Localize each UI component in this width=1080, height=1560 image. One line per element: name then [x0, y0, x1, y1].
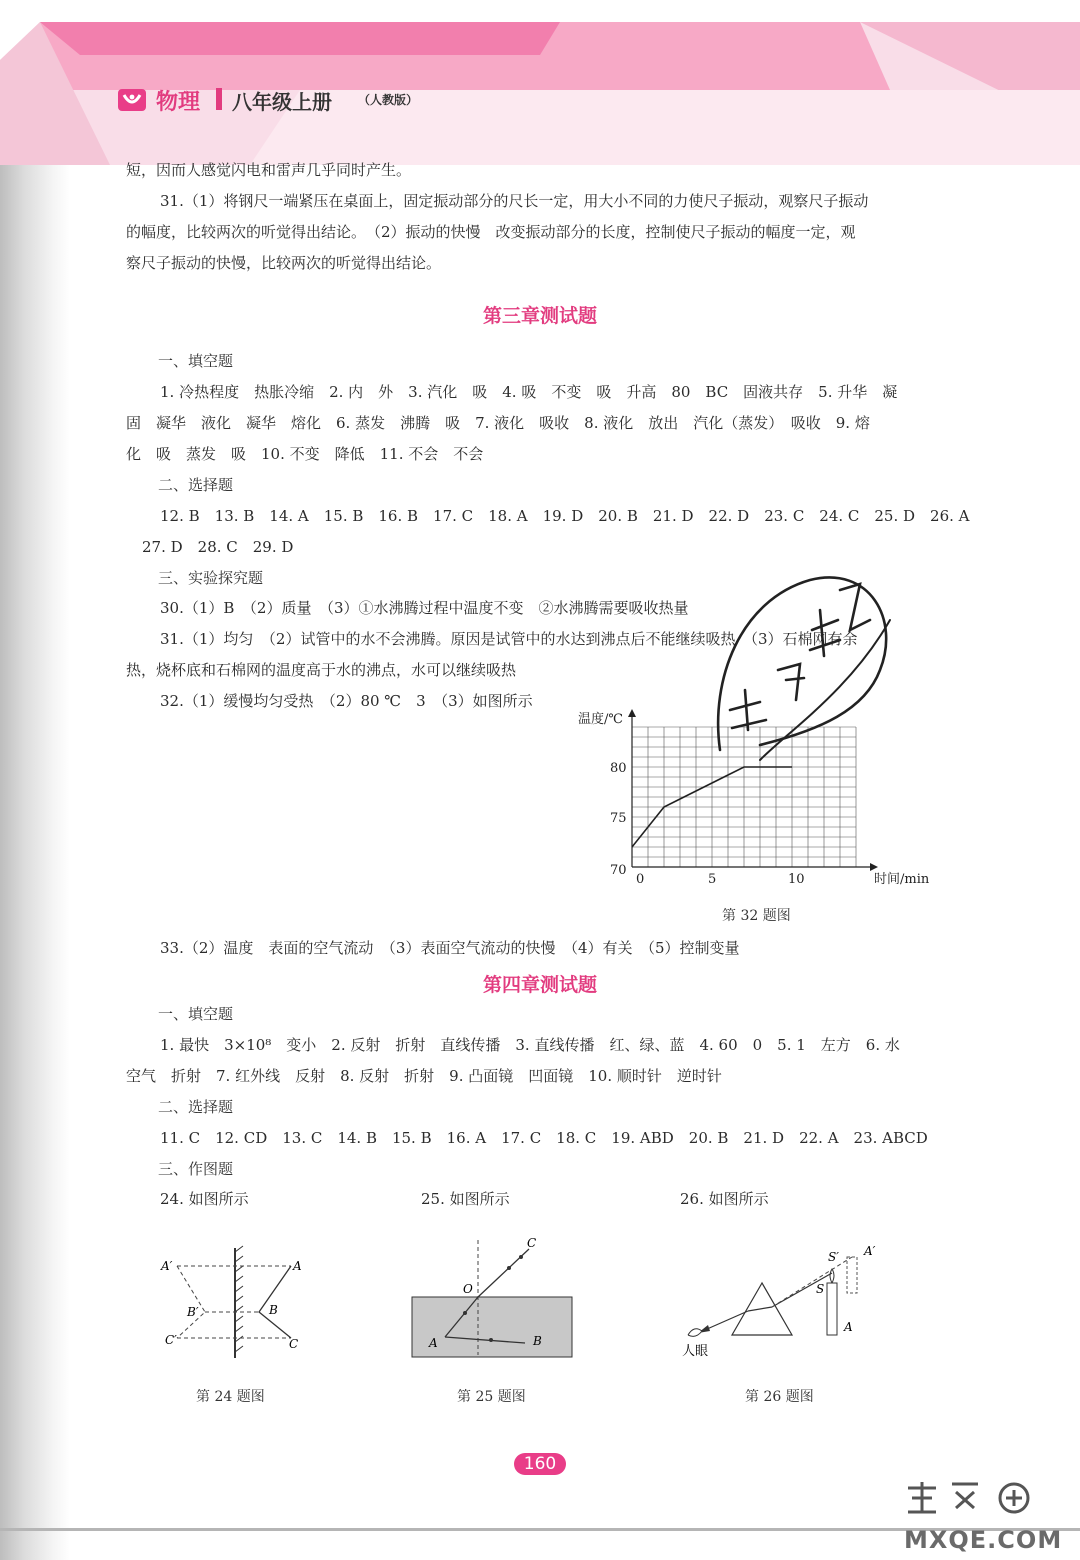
page-number: 160: [514, 1453, 566, 1475]
ch4-q24: 24. 如图所示: [160, 1190, 249, 1208]
ch3-exp-line-2: 31.（1）均匀 （2）试管中的水不会沸腾。原因是试管中的水达到沸点后不能继续吸热 （3）石棉网有余: [160, 630, 858, 648]
header-subject: 物理: [156, 90, 201, 115]
y-tick-label: 70: [610, 863, 627, 878]
ch3-q33: 33.（2）温度 表面的空气流动 （3）表面空气流动的快慢 （4）有关 （5）控制变量: [160, 939, 740, 957]
ch3-section-fill: 一、填空题: [158, 352, 234, 370]
ch4-choice-line: 11. C 12. CD 13. C 14. B 15. B 16. A 17. C 18. C 19. ABD 20. B 21. D 22. A 23. ABCD: [160, 1129, 928, 1147]
ch4-q26: 26. 如图所示: [680, 1190, 769, 1208]
page-binding-shadow: [0, 0, 70, 1560]
fig26-caption: 第 26 题图: [745, 1389, 814, 1405]
y-tick-label: 75: [610, 811, 627, 826]
x-tick-label: 0: [636, 872, 645, 887]
q32-chart-caption: 第 32 题图: [722, 908, 791, 924]
ch4-q25: 25. 如图所示: [421, 1190, 510, 1208]
watermark-stamp: [700, 560, 900, 770]
fig24-label-a: A: [293, 1259, 302, 1273]
x-axis-arrow: [870, 863, 878, 871]
ch3-fill-line-3: 化 吸 蒸发 吸 10. 不变 降低 11. 不会 不会: [126, 445, 484, 463]
y-axis-arrow: [628, 709, 636, 717]
header-edition: （人教版）: [358, 93, 419, 107]
svg-text:MXQE.COM: MXQE.COM: [904, 1526, 1063, 1554]
fig25-refraction-diagram: [405, 1235, 580, 1365]
subject-logo-icon: [118, 89, 146, 111]
header-decoration: [0, 0, 1080, 165]
ch4-section-fill: 一、填空题: [158, 1005, 234, 1023]
y-axis-label: 温度/℃: [578, 712, 623, 727]
intro-line-4: 察尺子振动的快慢，比较两次的听觉得出结论。: [126, 254, 442, 272]
ch3-exp-line-3: 热，烧杯底和石棉网的温度高于水的沸点，水可以继续吸热: [126, 661, 517, 679]
ch4-fill-line-1: 1. 最快 3×10⁸ 变小 2. 反射 折射 直线传播 3. 直线传播 红、绿、蓝 4. 60 0 5. 1 左方 6. 水: [160, 1036, 900, 1054]
x-tick-label: 5: [708, 872, 717, 887]
fig26-label-a-prime: A′: [864, 1244, 876, 1258]
ch3-fill-line-2: 固 凝华 液化 凝华 熔化 6. 蒸发 沸腾 吸 7. 液化 吸收 8. 液化 放出 汽化（蒸发） 吸收 9. 熔: [126, 414, 870, 432]
fig25-label-c: C: [527, 1236, 537, 1250]
ch4-section-choice: 二、选择题: [158, 1098, 234, 1116]
ch3-section-choice: 二、选择题: [158, 476, 234, 494]
ch3-section-exp: 三、实验探究题: [158, 569, 264, 587]
x-axis-label: 时间/min: [874, 872, 930, 887]
header-band: [0, 0, 1080, 165]
fig24-label-c-prime: C′: [165, 1333, 177, 1347]
fig24-label-b-prime: B′: [187, 1305, 199, 1319]
intro-line-2: 31.（1）将钢尺一端紧压在桌面上，固定振动部分的尺长一定，用大小不同的力使尺子振动，观察尺子振动: [160, 192, 869, 210]
fig24-plane-mirror-diagram: [155, 1240, 315, 1370]
fig26-label-s-prime: S′: [828, 1250, 839, 1264]
header-grade: 八年级上册: [232, 90, 332, 114]
y-tick-label: 80: [610, 761, 627, 776]
fig24-label-a-prime: A′: [161, 1259, 173, 1273]
ch3-exp-line-4: 32.（1）缓慢均匀受热 （2）80 ℃ 3 （3）如图所示: [160, 692, 533, 710]
fig26-label-s: S: [816, 1282, 825, 1296]
fig25-label-o: O: [463, 1282, 473, 1296]
fig26-label-a: A: [844, 1320, 853, 1334]
fig24-caption: 第 24 题图: [196, 1389, 265, 1405]
ch3-choice-line-1: 12. B 13. B 14. A 15. B 16. B 17. C 18. A 19. D 20. B 21. D 22. D 23. C 24. C 25. D 26. A: [160, 507, 970, 525]
header-divider: [216, 88, 222, 110]
intro-line-1: 短，因而人感觉闪电和雷声几乎同时产生。: [126, 161, 412, 179]
fig26-label-eye: 人眼: [682, 1344, 709, 1359]
intro-line-3: 的幅度，比较两次的听觉得出结论。 （2）振动的快慢 改变振动部分的长度，控制使尺子振动的幅度一定，观: [126, 223, 856, 241]
fig25-label-b: B: [533, 1334, 542, 1348]
x-tick-label: 10: [788, 872, 805, 887]
ch4-fill-line-2: 空气 折射 7. 红外线 反射 8. 反射 折射 9. 凸面镜 凹面镜 10. 顺时针 逆时针: [126, 1067, 722, 1085]
fig24-label-b: B: [269, 1303, 278, 1317]
corner-logo: [900, 1478, 1075, 1556]
fig24-label-c: C: [289, 1337, 299, 1351]
ch4-section-draw: 三、作图题: [158, 1160, 234, 1178]
fig26-prism-diagram: [680, 1235, 880, 1365]
chapter4-title: 第四章测试题: [482, 974, 597, 996]
fig25-caption: 第 25 题图: [457, 1389, 526, 1405]
ch3-choice-line-2: 27. D 28. C 29. D: [142, 538, 294, 556]
ch3-fill-line-1: 1. 冷热程度 热胀冷缩 2. 内 外 3. 汽化 吸 4. 吸 不变 吸 升高 80 BC 固液共存 5. 升华 凝: [160, 383, 898, 401]
fig25-label-a: A: [429, 1336, 438, 1350]
chapter3-title: 第三章测试题: [482, 305, 597, 327]
ch3-exp-line-1: 30.（1）B （2）质量 （3）①水沸腾过程中温度不变 ②水沸腾需要吸收热量: [160, 599, 689, 617]
